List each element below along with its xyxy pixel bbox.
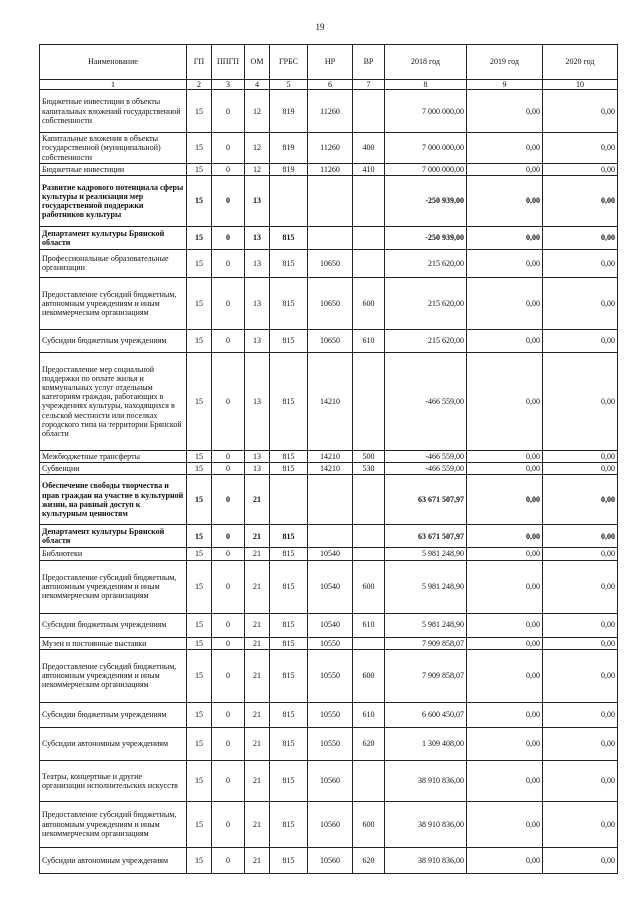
row-name: Предоставление субсидий бюджетным, автономным учреждениям и иным некоммерческим организациям bbox=[40, 649, 187, 702]
row-gp: 15 bbox=[187, 560, 212, 613]
row-nr: 10550 bbox=[308, 649, 353, 702]
row-2018: 38 910 836,00 bbox=[385, 801, 467, 847]
row-2020: 0,00 bbox=[543, 352, 618, 450]
row-grbs: 819 bbox=[270, 133, 308, 164]
row-grbs: 815 bbox=[270, 277, 308, 329]
row-2019: 0,00 bbox=[467, 90, 543, 133]
header-nr: НР bbox=[308, 45, 353, 80]
row-grbs: 815 bbox=[270, 525, 308, 548]
row-grbs bbox=[270, 475, 308, 525]
row-grbs bbox=[270, 175, 308, 226]
row-ppgp: 0 bbox=[212, 226, 245, 249]
row-vr bbox=[353, 352, 385, 450]
row-vr: 500 bbox=[353, 450, 385, 462]
row-grbs: 815 bbox=[270, 847, 308, 873]
row-2020: 0,00 bbox=[543, 133, 618, 164]
row-vr bbox=[353, 760, 385, 801]
row-vr bbox=[353, 249, 385, 277]
row-name: Развитие кадрового потенциала сферы культуры и реализация мер государственной поддержки работников культуры bbox=[40, 175, 187, 226]
row-name: Бюджетные инвестиции bbox=[40, 163, 187, 175]
row-2018: -466 559,00 bbox=[385, 450, 467, 462]
table-row bbox=[40, 760, 618, 801]
header-name: Наименование bbox=[40, 45, 187, 80]
row-2019: 0,00 bbox=[467, 226, 543, 249]
header-vr: ВР bbox=[353, 45, 385, 80]
row-om: 21 bbox=[245, 637, 270, 649]
column-number: 6 bbox=[308, 80, 353, 90]
table-row bbox=[40, 613, 618, 637]
row-2018: -466 559,00 bbox=[385, 352, 467, 450]
row-grbs: 815 bbox=[270, 760, 308, 801]
page-number: 19 bbox=[315, 22, 325, 32]
row-name: Библиотеки bbox=[40, 548, 187, 560]
row-2019: 0,00 bbox=[467, 801, 543, 847]
row-grbs: 815 bbox=[270, 637, 308, 649]
row-ppgp: 0 bbox=[212, 702, 245, 727]
row-vr: 600 bbox=[353, 560, 385, 613]
row-name: Бюджетные инвестиции в объекты капитальных вложений государственной собственности bbox=[40, 90, 187, 133]
row-gp: 15 bbox=[187, 727, 212, 760]
row-ppgp: 0 bbox=[212, 329, 245, 352]
row-nr: 10560 bbox=[308, 801, 353, 847]
row-vr bbox=[353, 525, 385, 548]
header-2019: 2019 год bbox=[467, 45, 543, 80]
row-2018: 5 981 248,90 bbox=[385, 613, 467, 637]
row-2019: 0,00 bbox=[467, 352, 543, 450]
table-row bbox=[40, 727, 618, 760]
row-name: Предоставление субсидий бюджетным, автономным учреждениям и иным некоммерческим организациям bbox=[40, 801, 187, 847]
table-row bbox=[40, 847, 618, 873]
row-ppgp: 0 bbox=[212, 727, 245, 760]
row-2020: 0,00 bbox=[543, 175, 618, 226]
row-nr bbox=[308, 475, 353, 525]
row-om: 21 bbox=[245, 613, 270, 637]
row-2019: 0,00 bbox=[467, 329, 543, 352]
row-2018: 7 000 000,00 bbox=[385, 163, 467, 175]
row-nr: 10650 bbox=[308, 249, 353, 277]
header-row bbox=[40, 45, 618, 80]
row-gp: 15 bbox=[187, 163, 212, 175]
row-nr: 10650 bbox=[308, 329, 353, 352]
row-2019: 0,00 bbox=[467, 175, 543, 226]
row-om: 13 bbox=[245, 329, 270, 352]
row-om: 21 bbox=[245, 727, 270, 760]
row-name: Предоставление субсидий бюджетным, автономным учреждениям и иным некоммерческим организациям bbox=[40, 560, 187, 613]
row-om: 21 bbox=[245, 847, 270, 873]
row-name: Предоставление субсидий бюджетным, автономным учреждениям и иным некоммерческим организациям bbox=[40, 277, 187, 329]
row-2018: 38 910 836,00 bbox=[385, 847, 467, 873]
row-gp: 15 bbox=[187, 702, 212, 727]
row-vr: 600 bbox=[353, 649, 385, 702]
row-om: 21 bbox=[245, 760, 270, 801]
row-ppgp: 0 bbox=[212, 163, 245, 175]
row-vr: 620 bbox=[353, 727, 385, 760]
row-2019: 0,00 bbox=[467, 702, 543, 727]
row-om: 21 bbox=[245, 560, 270, 613]
row-ppgp: 0 bbox=[212, 175, 245, 226]
row-nr: 10550 bbox=[308, 702, 353, 727]
row-2018: 63 671 507,97 bbox=[385, 525, 467, 548]
row-vr: 400 bbox=[353, 133, 385, 164]
table-row bbox=[40, 249, 618, 277]
table-row bbox=[40, 175, 618, 226]
row-gp: 15 bbox=[187, 637, 212, 649]
row-om: 21 bbox=[245, 525, 270, 548]
table-row bbox=[40, 90, 618, 133]
row-2019: 0,00 bbox=[467, 277, 543, 329]
row-name: Субсидии бюджетным учреждениям bbox=[40, 613, 187, 637]
row-2018: 1 309 408,00 bbox=[385, 727, 467, 760]
column-number: 7 bbox=[353, 80, 385, 90]
row-grbs: 815 bbox=[270, 450, 308, 462]
row-om: 12 bbox=[245, 163, 270, 175]
row-vr bbox=[353, 90, 385, 133]
row-2018: 38 910 836,00 bbox=[385, 760, 467, 801]
row-ppgp: 0 bbox=[212, 801, 245, 847]
row-gp: 15 bbox=[187, 801, 212, 847]
row-om: 13 bbox=[245, 249, 270, 277]
row-nr bbox=[308, 525, 353, 548]
row-grbs: 815 bbox=[270, 613, 308, 637]
row-om: 13 bbox=[245, 277, 270, 329]
row-2020: 0,00 bbox=[543, 90, 618, 133]
row-2019: 0,00 bbox=[467, 637, 543, 649]
row-2018: 7 000 000,00 bbox=[385, 90, 467, 133]
row-2018: 7 909 858,07 bbox=[385, 649, 467, 702]
row-2018: 63 671 507,97 bbox=[385, 475, 467, 525]
row-name: Субсидии бюджетным учреждениям bbox=[40, 329, 187, 352]
row-name: Музеи и постоянные выставки bbox=[40, 637, 187, 649]
row-2018: 6 600 450,07 bbox=[385, 702, 467, 727]
row-2019: 0,00 bbox=[467, 133, 543, 164]
row-gp: 15 bbox=[187, 226, 212, 249]
column-number: 8 bbox=[385, 80, 467, 90]
row-nr: 10650 bbox=[308, 277, 353, 329]
row-2018: 215 620,00 bbox=[385, 329, 467, 352]
column-number: 5 bbox=[270, 80, 308, 90]
row-nr: 11260 bbox=[308, 133, 353, 164]
row-2019: 0,00 bbox=[467, 727, 543, 760]
row-vr bbox=[353, 475, 385, 525]
row-vr: 610 bbox=[353, 329, 385, 352]
row-nr: 10540 bbox=[308, 560, 353, 613]
row-ppgp: 0 bbox=[212, 352, 245, 450]
row-gp: 15 bbox=[187, 475, 212, 525]
row-name: Профессиональные образовательные организации bbox=[40, 249, 187, 277]
row-2019: 0,00 bbox=[467, 463, 543, 475]
budget-table bbox=[39, 44, 618, 874]
row-2019: 0,00 bbox=[467, 249, 543, 277]
row-2018: 215 620,00 bbox=[385, 277, 467, 329]
row-2020: 0,00 bbox=[543, 727, 618, 760]
row-2019: 0,00 bbox=[467, 560, 543, 613]
table-row bbox=[40, 133, 618, 164]
row-2020: 0,00 bbox=[543, 450, 618, 462]
row-nr: 10550 bbox=[308, 727, 353, 760]
row-grbs: 815 bbox=[270, 801, 308, 847]
header-2020: 2020 год bbox=[543, 45, 618, 80]
row-vr bbox=[353, 548, 385, 560]
row-nr bbox=[308, 226, 353, 249]
table-row bbox=[40, 463, 618, 475]
row-name: Субсидии автономным учреждениям bbox=[40, 847, 187, 873]
row-gp: 15 bbox=[187, 352, 212, 450]
table-row bbox=[40, 450, 618, 462]
row-name: Субсидии бюджетным учреждениям bbox=[40, 702, 187, 727]
row-grbs: 815 bbox=[270, 727, 308, 760]
row-ppgp: 0 bbox=[212, 649, 245, 702]
row-2020: 0,00 bbox=[543, 226, 618, 249]
row-2020: 0,00 bbox=[543, 329, 618, 352]
row-nr: 11260 bbox=[308, 90, 353, 133]
row-2019: 0,00 bbox=[467, 847, 543, 873]
row-2020: 0,00 bbox=[543, 560, 618, 613]
row-grbs: 815 bbox=[270, 463, 308, 475]
row-gp: 15 bbox=[187, 277, 212, 329]
row-gp: 15 bbox=[187, 90, 212, 133]
row-om: 13 bbox=[245, 352, 270, 450]
row-gp: 15 bbox=[187, 649, 212, 702]
row-2020: 0,00 bbox=[543, 702, 618, 727]
table-row bbox=[40, 226, 618, 249]
header-gp: ГП bbox=[187, 45, 212, 80]
row-om: 21 bbox=[245, 702, 270, 727]
row-gp: 15 bbox=[187, 249, 212, 277]
row-name: Департамент культуры Брянской области bbox=[40, 525, 187, 548]
row-nr: 14210 bbox=[308, 450, 353, 462]
row-grbs: 815 bbox=[270, 560, 308, 613]
row-vr: 600 bbox=[353, 277, 385, 329]
row-om: 12 bbox=[245, 133, 270, 164]
row-gp: 15 bbox=[187, 847, 212, 873]
row-2019: 0,00 bbox=[467, 475, 543, 525]
row-vr bbox=[353, 637, 385, 649]
row-nr: 10540 bbox=[308, 613, 353, 637]
row-gp: 15 bbox=[187, 548, 212, 560]
table-row bbox=[40, 329, 618, 352]
row-vr bbox=[353, 175, 385, 226]
row-2018: -250 939,00 bbox=[385, 175, 467, 226]
row-grbs: 819 bbox=[270, 163, 308, 175]
row-grbs: 815 bbox=[270, 226, 308, 249]
row-gp: 15 bbox=[187, 329, 212, 352]
row-om: 13 bbox=[245, 450, 270, 462]
row-om: 21 bbox=[245, 475, 270, 525]
row-nr: 14210 bbox=[308, 352, 353, 450]
table-row bbox=[40, 163, 618, 175]
row-name: Театры, концертные и другие организации исполнительских искусств bbox=[40, 760, 187, 801]
row-name: Департамент культуры Брянской области bbox=[40, 226, 187, 249]
row-nr: 11260 bbox=[308, 163, 353, 175]
row-2020: 0,00 bbox=[543, 847, 618, 873]
table-row bbox=[40, 649, 618, 702]
row-ppgp: 0 bbox=[212, 637, 245, 649]
row-om: 12 bbox=[245, 90, 270, 133]
row-2019: 0,00 bbox=[467, 525, 543, 548]
column-number: 1 bbox=[40, 80, 187, 90]
row-ppgp: 0 bbox=[212, 90, 245, 133]
column-number-row bbox=[40, 80, 618, 90]
row-gp: 15 bbox=[187, 175, 212, 226]
row-grbs: 815 bbox=[270, 352, 308, 450]
table-row bbox=[40, 352, 618, 450]
row-2018: -466 559,00 bbox=[385, 463, 467, 475]
column-number: 3 bbox=[212, 80, 245, 90]
row-ppgp: 0 bbox=[212, 847, 245, 873]
row-ppgp: 0 bbox=[212, 560, 245, 613]
row-2020: 0,00 bbox=[543, 613, 618, 637]
row-gp: 15 bbox=[187, 525, 212, 548]
row-ppgp: 0 bbox=[212, 525, 245, 548]
row-name: Капитальные вложения в объекты государственной (муниципальной) собственности bbox=[40, 133, 187, 164]
row-2018: -250 939,00 bbox=[385, 226, 467, 249]
row-gp: 15 bbox=[187, 450, 212, 462]
header-ppgp: ППГП bbox=[212, 45, 245, 80]
header-2018: 2018 год bbox=[385, 45, 467, 80]
row-nr: 10560 bbox=[308, 847, 353, 873]
row-om: 21 bbox=[245, 548, 270, 560]
table-row bbox=[40, 637, 618, 649]
header-om: ОМ bbox=[245, 45, 270, 80]
row-grbs: 815 bbox=[270, 548, 308, 560]
row-om: 13 bbox=[245, 226, 270, 249]
table-row bbox=[40, 548, 618, 560]
row-name: Межбюджетные трансферты bbox=[40, 450, 187, 462]
row-2020: 0,00 bbox=[543, 525, 618, 548]
column-number: 10 bbox=[543, 80, 618, 90]
row-2018: 7 000 000,00 bbox=[385, 133, 467, 164]
row-2019: 0,00 bbox=[467, 760, 543, 801]
row-gp: 15 bbox=[187, 133, 212, 164]
row-name: Обеспечение свободы творчества и прав граждан на участие в культурной жизни, на равный доступ к культурным ценностям bbox=[40, 475, 187, 525]
row-ppgp: 0 bbox=[212, 548, 245, 560]
row-nr bbox=[308, 175, 353, 226]
table-row bbox=[40, 560, 618, 613]
row-grbs: 815 bbox=[270, 329, 308, 352]
row-vr: 620 bbox=[353, 847, 385, 873]
row-name: Предоставление мер социальной поддержки по оплате жилья и коммунальных услуг отдельным категориям граждан, работающих в учреждениях культуры, находящихся в сельской местности или поселках городского типа на территории Брянской области bbox=[40, 352, 187, 450]
row-ppgp: 0 bbox=[212, 249, 245, 277]
column-number: 2 bbox=[187, 80, 212, 90]
row-ppgp: 0 bbox=[212, 450, 245, 462]
row-2020: 0,00 bbox=[543, 649, 618, 702]
column-number: 4 bbox=[245, 80, 270, 90]
row-2019: 0,00 bbox=[467, 548, 543, 560]
row-2020: 0,00 bbox=[543, 163, 618, 175]
row-2019: 0,00 bbox=[467, 450, 543, 462]
row-nr: 10540 bbox=[308, 548, 353, 560]
row-grbs: 815 bbox=[270, 649, 308, 702]
row-ppgp: 0 bbox=[212, 760, 245, 801]
row-2018: 215 620,00 bbox=[385, 249, 467, 277]
row-2019: 0,00 bbox=[467, 163, 543, 175]
row-vr: 600 bbox=[353, 801, 385, 847]
row-vr: 610 bbox=[353, 613, 385, 637]
row-2019: 0,00 bbox=[467, 613, 543, 637]
row-ppgp: 0 bbox=[212, 133, 245, 164]
row-vr: 530 bbox=[353, 463, 385, 475]
row-ppgp: 0 bbox=[212, 463, 245, 475]
row-2020: 0,00 bbox=[543, 637, 618, 649]
header-grbs: ГРБС bbox=[270, 45, 308, 80]
row-name: Субвенции bbox=[40, 463, 187, 475]
row-2019: 0,00 bbox=[467, 649, 543, 702]
row-name: Субсидии автономным учреждениям bbox=[40, 727, 187, 760]
row-2020: 0,00 bbox=[543, 548, 618, 560]
row-ppgp: 0 bbox=[212, 475, 245, 525]
row-om: 21 bbox=[245, 649, 270, 702]
row-gp: 15 bbox=[187, 613, 212, 637]
table-row bbox=[40, 525, 618, 548]
row-grbs: 815 bbox=[270, 249, 308, 277]
row-2020: 0,00 bbox=[543, 249, 618, 277]
table-row bbox=[40, 702, 618, 727]
row-2018: 5 981 248,90 bbox=[385, 548, 467, 560]
row-om: 21 bbox=[245, 801, 270, 847]
row-2020: 0,00 bbox=[543, 463, 618, 475]
row-gp: 15 bbox=[187, 760, 212, 801]
row-2020: 0,00 bbox=[543, 277, 618, 329]
row-gp: 15 bbox=[187, 463, 212, 475]
row-vr bbox=[353, 226, 385, 249]
table-row bbox=[40, 475, 618, 525]
row-nr: 10550 bbox=[308, 637, 353, 649]
table-row bbox=[40, 801, 618, 847]
row-om: 13 bbox=[245, 175, 270, 226]
row-grbs: 819 bbox=[270, 90, 308, 133]
row-nr: 14210 bbox=[308, 463, 353, 475]
row-2018: 7 909 858,07 bbox=[385, 637, 467, 649]
row-om: 13 bbox=[245, 463, 270, 475]
column-number: 9 bbox=[467, 80, 543, 90]
row-2020: 0,00 bbox=[543, 475, 618, 525]
row-ppgp: 0 bbox=[212, 277, 245, 329]
row-vr: 610 bbox=[353, 702, 385, 727]
row-grbs: 815 bbox=[270, 702, 308, 727]
row-2020: 0,00 bbox=[543, 801, 618, 847]
row-2018: 5 981 248,90 bbox=[385, 560, 467, 613]
row-nr: 10560 bbox=[308, 760, 353, 801]
table-row bbox=[40, 277, 618, 329]
row-2020: 0,00 bbox=[543, 760, 618, 801]
table-body bbox=[40, 90, 618, 874]
row-ppgp: 0 bbox=[212, 613, 245, 637]
row-vr: 410 bbox=[353, 163, 385, 175]
